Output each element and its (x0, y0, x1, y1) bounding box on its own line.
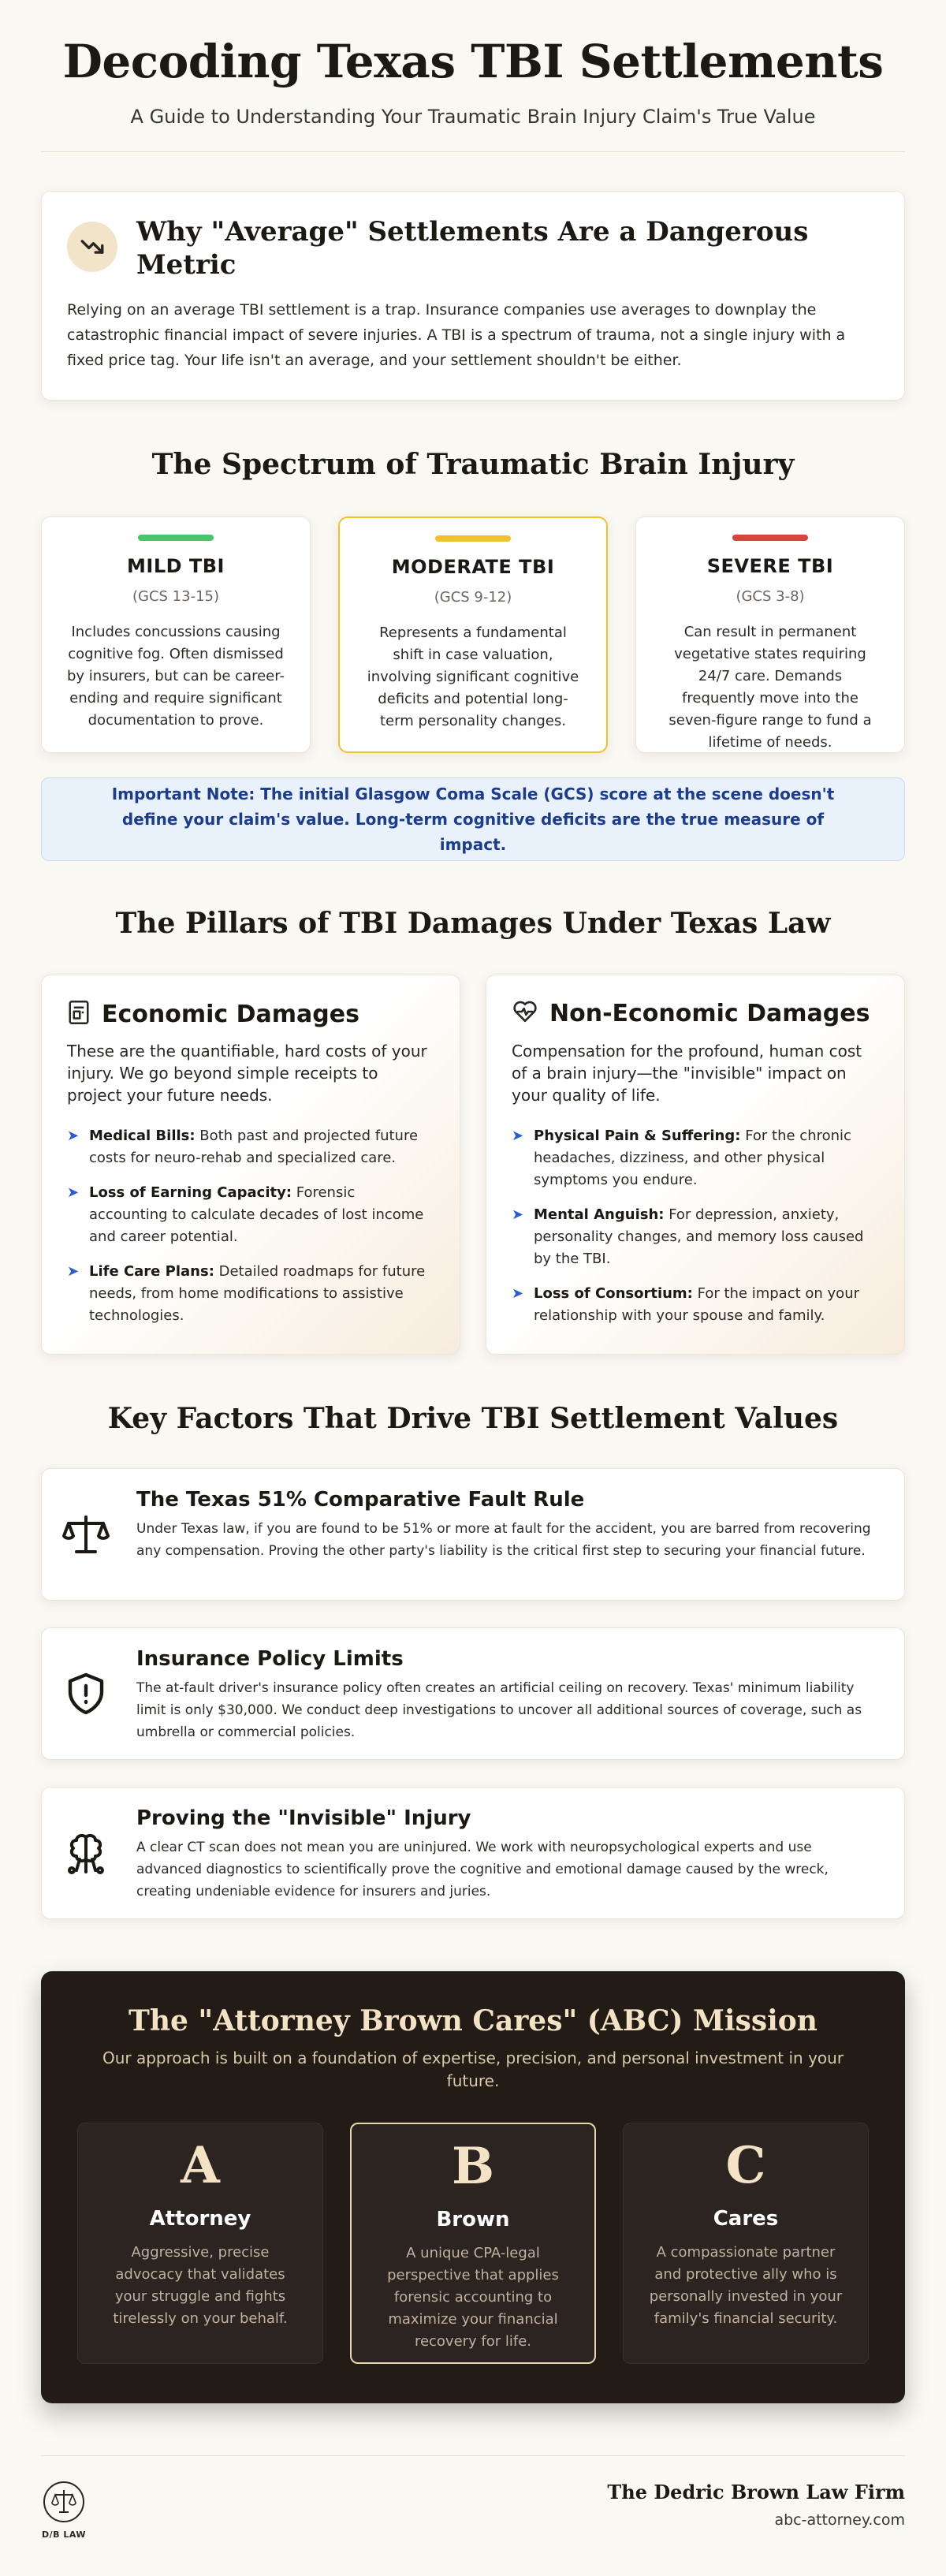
why-average-title: Why "Average" Settlements Are a Dangerous Metric (136, 216, 809, 281)
economic-damages-title: Economic Damages (102, 1000, 359, 1028)
gcs-range: (GCS 3-8) (736, 588, 805, 605)
firm-info (607, 2481, 905, 2529)
severity-bar (138, 535, 214, 541)
factors-title: Key Factors That Drive TBI Settlement Values (107, 1402, 839, 1435)
page-header (41, 0, 905, 128)
factor-text: The at-fault driver's insurance policy often creates an artificial ceiling on recovery. Texas' minimum liability limit is only $30,000. We conduct deep investigations to uncover all additional sources of coverage, such as umbrella or commercial policies. (136, 1680, 862, 1740)
arrow-icon: ➤ (67, 1263, 80, 1280)
abc-pillar-brown (350, 2123, 596, 2364)
severe-tbi-card (635, 516, 905, 753)
gcs-range: (GCS 13-15) (132, 588, 219, 605)
abc-pillar-cares (623, 2123, 869, 2364)
pillar-name: Brown (436, 2208, 510, 2231)
why-average-body: Relying on an average TBI settlement is a trap. Insurance companies use averages to downplay the catastrophic financial impact of severe injuries. A TBI is a spectrum of trauma, not a single injury with a fixed price tag. Your life isn't an average, and your settlement shouldn't be either. (67, 301, 846, 369)
shield-alert-icon (61, 1668, 111, 1719)
pillar-name: Attorney (149, 2207, 251, 2231)
trend-down-icon (67, 222, 117, 272)
abc-mission-section (41, 1971, 905, 2403)
factor-card-invisible-injury (41, 1787, 905, 1919)
receipt-icon (67, 999, 91, 1029)
factor-text: Under Texas law, if you are found to be 51% or more at fault for the accident, you are barred from recovering any compensation. Proving the other party's liability is the critical first step to securing your financial future. (136, 1521, 871, 1559)
economic-damages-list (67, 1125, 436, 1340)
scales-logo-icon (43, 2481, 85, 2523)
list-item: ➤ Mental Anguish: For depression, anxiety, personality changes, and memory loss caused by the TBI. (512, 1204, 881, 1270)
factor-card-policy-limits (41, 1627, 905, 1760)
arrow-icon: ➤ (512, 1285, 524, 1302)
factor-title: The Texas 51% Comparative Fault Rule (136, 1488, 585, 1512)
firm-name: The Dedric Brown Law Firm (607, 2481, 905, 2503)
factor-text: A clear CT scan does not mean you are uninjured. We work with neuropsychological experts and use advanced diagnostics to scientifically prove the cognitive and emotional damage caused by the wreck, creating undeniable evidence for insurers and juries. (136, 1840, 829, 1899)
brain-icon (61, 1828, 111, 1878)
severity-bar (732, 535, 808, 541)
heart-pulse-icon (512, 999, 538, 1027)
non-economic-damages-list (512, 1125, 881, 1340)
pillar-description: A compassionate partner and protective ally who is personally invested in your family's financial security. (649, 2244, 843, 2327)
logo-text: D/B LAW (41, 2529, 87, 2540)
abc-mission-title: The "Attorney Brown Cares" (ABC) Mission (128, 2004, 818, 2037)
spectrum-title: The Spectrum of Traumatic Brain Injury (151, 448, 795, 481)
tbi-label: MODERATE TBI (391, 556, 555, 578)
abc-pillar-attorney (77, 2123, 323, 2364)
gcs-important-note: Important Note: The initial Glasgow Coma Scale (GCS) score at the scene doesn't define your claim's value. Long-term cognitive deficits are the true measure of impact. (41, 777, 905, 861)
pillar-letter: C (725, 2136, 766, 2195)
moderate-tbi-card (338, 516, 608, 753)
list-item: ➤ Loss of Earning Capacity: Forensic accounting to calculate decades of lost income and career potential. (67, 1182, 436, 1248)
why-average-card (41, 191, 905, 401)
economic-damages-card (41, 975, 460, 1355)
pillar-name: Cares (713, 2207, 779, 2231)
arrow-icon: ➤ (512, 1206, 524, 1223)
header-divider (41, 151, 905, 152)
tbi-label: SEVERE TBI (706, 555, 834, 577)
scales-icon (61, 1509, 111, 1560)
economic-damages-intro: These are the quantifiable, hard costs of your injury. We go beyond simple receipts to project your future needs. (67, 1042, 427, 1105)
list-item: ➤ Medical Bills: Both past and projected future costs for neuro-rehab and specialized care. (67, 1125, 436, 1169)
page-title: Decoding Texas TBI Settlements (62, 35, 884, 88)
abc-mission-subtitle: Our approach is built on a foundation of expertise, precision, and personal investment in your future. (102, 2048, 844, 2090)
pillar-letter: A (181, 2136, 220, 2195)
pillars-title: The Pillars of TBI Damages Under Texas Law (115, 907, 831, 940)
factor-title: Proving the "Invisible" Injury (136, 1806, 471, 1830)
pillar-description: A unique CPA-legal perspective that applies forensic accounting to maximize your financial recovery for life. (387, 2245, 559, 2350)
non-economic-damages-intro: Compensation for the profound, human cost of a brain injury—the "invisible" impact on your quality of life. (512, 1042, 862, 1105)
severity-bar (435, 535, 511, 542)
mild-tbi-card (41, 516, 311, 753)
non-economic-damages-card (486, 975, 905, 1355)
arrow-icon: ➤ (512, 1128, 524, 1144)
tbi-label: MILD TBI (127, 555, 225, 577)
firm-website-link[interactable]: abc-attorney.com (774, 2511, 905, 2529)
arrow-icon: ➤ (67, 1184, 80, 1201)
tbi-description: Represents a fundamental shift in case valuation, involving significant cognitive deficits and potential long-term personality changes. (367, 624, 579, 729)
footer-divider (41, 2455, 905, 2456)
factor-card-comparative-fault (41, 1468, 905, 1601)
firm-logo[interactable] (41, 2481, 87, 2540)
list-item: ➤ Life Care Plans: Detailed roadmaps for future needs, from home modifications to assistive technologies. (67, 1261, 436, 1327)
tbi-description: Includes concussions causing cognitive fog. Often dismissed by insurers, but can be career-ending and require significant documentation to prove. (66, 624, 285, 729)
tbi-description: Can result in permanent vegetative states requiring 24/7 care. Demands frequently move into the seven-figure range to fund a lifetime of needs. (669, 624, 872, 751)
pillar-description: Aggressive, precise advocacy that validates your struggle and fights tirelessly on your behalf. (113, 2244, 288, 2327)
page-subtitle: A Guide to Understanding Your Traumatic Brain Injury Claim's True Value (130, 106, 816, 128)
pillar-letter: B (451, 2137, 495, 2196)
factor-title: Insurance Policy Limits (136, 1647, 404, 1671)
list-item: ➤ Loss of Consortium: For the impact on your relationship with your spouse and family. (512, 1283, 881, 1327)
non-economic-damages-title: Non-Economic Damages (549, 999, 870, 1027)
gcs-range: (GCS 9-12) (434, 589, 512, 606)
list-item: ➤ Physical Pain & Suffering: For the chronic headaches, dizziness, and other physical symptoms you endure. (512, 1125, 881, 1191)
arrow-icon: ➤ (67, 1128, 80, 1144)
